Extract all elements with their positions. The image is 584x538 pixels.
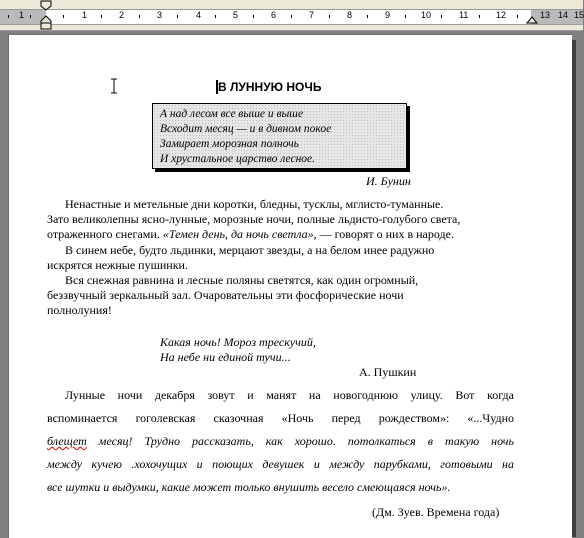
paragraph-line: искрятся нежные пушинки.: [47, 258, 188, 272]
ruler-tick: [291, 15, 292, 18]
paragraph-line: между кучею .хохочущих и поющих девушек и между парубками, готовыми на: [47, 457, 514, 471]
right-indent-marker[interactable]: [526, 12, 538, 24]
paragraph-line: В синем небе, будто льдинки, мерцают звезды, а на белом инее радужно: [65, 243, 435, 257]
ruler-tick: [8, 15, 9, 18]
epigraph-line: А над лесом все выше и выше: [160, 108, 304, 120]
document-title[interactable]: В ЛУННУЮ НОЧЬ: [218, 80, 322, 94]
ruler-label: 8: [347, 10, 353, 20]
ruler-tick: [405, 15, 406, 18]
ruler-label: 13: [540, 10, 551, 20]
ruler-label: 10: [421, 10, 432, 20]
quote-line: На небе ни единой тучи...: [160, 350, 291, 364]
ruler-label: 12: [496, 10, 507, 20]
paragraph-line: Лунные ночи декабря зовут и манят на новогоднюю улицу. Вот когда: [65, 388, 514, 402]
paragraph-line: беззвучный зеркальный зал. Очаровательны эти фосфорические ночи: [47, 288, 404, 302]
paragraph-line: Зато великолепны ясно-лунные, морозные ночи, полные льдисто-голубого света,: [47, 212, 461, 226]
ruler-label: 1: [82, 10, 88, 20]
ruler-label: 9: [385, 10, 391, 20]
epigraph-line: И хрустальное царство лесное.: [160, 153, 316, 165]
epigraph-author: И. Бунин: [366, 174, 411, 188]
final-paragraph: [47, 384, 514, 499]
paragraph-text: месяц! Трудно рассказать, как хорошо. потолкаться в такую ночь: [86, 434, 514, 448]
epigraph-line: Всходит месяц — и в дивном покое: [160, 123, 332, 135]
ruler-tick: [101, 15, 102, 18]
quote-author: А. Пушкин: [359, 365, 417, 379]
ruler-label: 1: [19, 10, 25, 20]
paragraph-line: вспоминается гоголевская сказочная «Ночь перед рождеством»: «...Чудно: [47, 411, 514, 425]
ruler-tick: [479, 15, 480, 18]
epigraph-box[interactable]: [152, 103, 407, 169]
paragraph-line: полнолуния!: [47, 303, 112, 317]
spelling-error[interactable]: блещет: [47, 434, 87, 448]
ruler-tick: [329, 15, 330, 18]
ruler-label: 7: [309, 10, 315, 20]
horizontal-ruler[interactable]: [0, 0, 583, 31]
ruler-label: 15: [574, 10, 584, 20]
ruler-tick: [63, 15, 64, 18]
ruler-tick: [215, 15, 216, 18]
paragraph-line: [47, 430, 514, 453]
ruler-label: 14: [558, 10, 569, 20]
first-line-indent-marker[interactable]: [40, 0, 52, 30]
paragraph-line: [47, 227, 454, 241]
ruler-tick: [30, 15, 31, 18]
paragraph-line: Вся снежная равнина и лесные поляны светятся, как один огромный,: [65, 273, 419, 287]
ruler-tick: [253, 15, 254, 18]
paragraph-line: Ненастные и метельные дни коротки, бледны, тусклы, мглисто-туманные.: [65, 197, 444, 211]
text-cursor-icon: [110, 78, 118, 94]
ruler-label: 11: [459, 10, 469, 20]
ruler-label: 6: [271, 10, 277, 20]
ruler-tick: [367, 15, 368, 18]
epigraph-line: Замирает морозная полночь: [160, 138, 299, 150]
paragraph-text: отраженного снегами.: [47, 227, 160, 241]
ruler-tick: [139, 15, 140, 18]
ruler-tick: [177, 15, 178, 18]
quote-line: Какая ночь! Мороз трескучий,: [160, 335, 316, 349]
ruler-tick: [517, 15, 518, 18]
ruler-label: 4: [196, 10, 202, 20]
paragraph-text: , — говорят о них в народе.: [313, 227, 454, 241]
ruler-label: 2: [119, 10, 125, 20]
source-citation: (Дм. Зуев. Времена года): [372, 505, 500, 519]
paragraph-line: все шутки и выдумки, какие может только внушить весело смеющаяся ночь».: [47, 480, 451, 494]
ruler-tick: [441, 15, 442, 18]
ruler-label: 5: [233, 10, 239, 20]
folk-saying: «Темен день, да ночь светла»: [162, 227, 314, 241]
ruler-label: 3: [157, 10, 163, 20]
